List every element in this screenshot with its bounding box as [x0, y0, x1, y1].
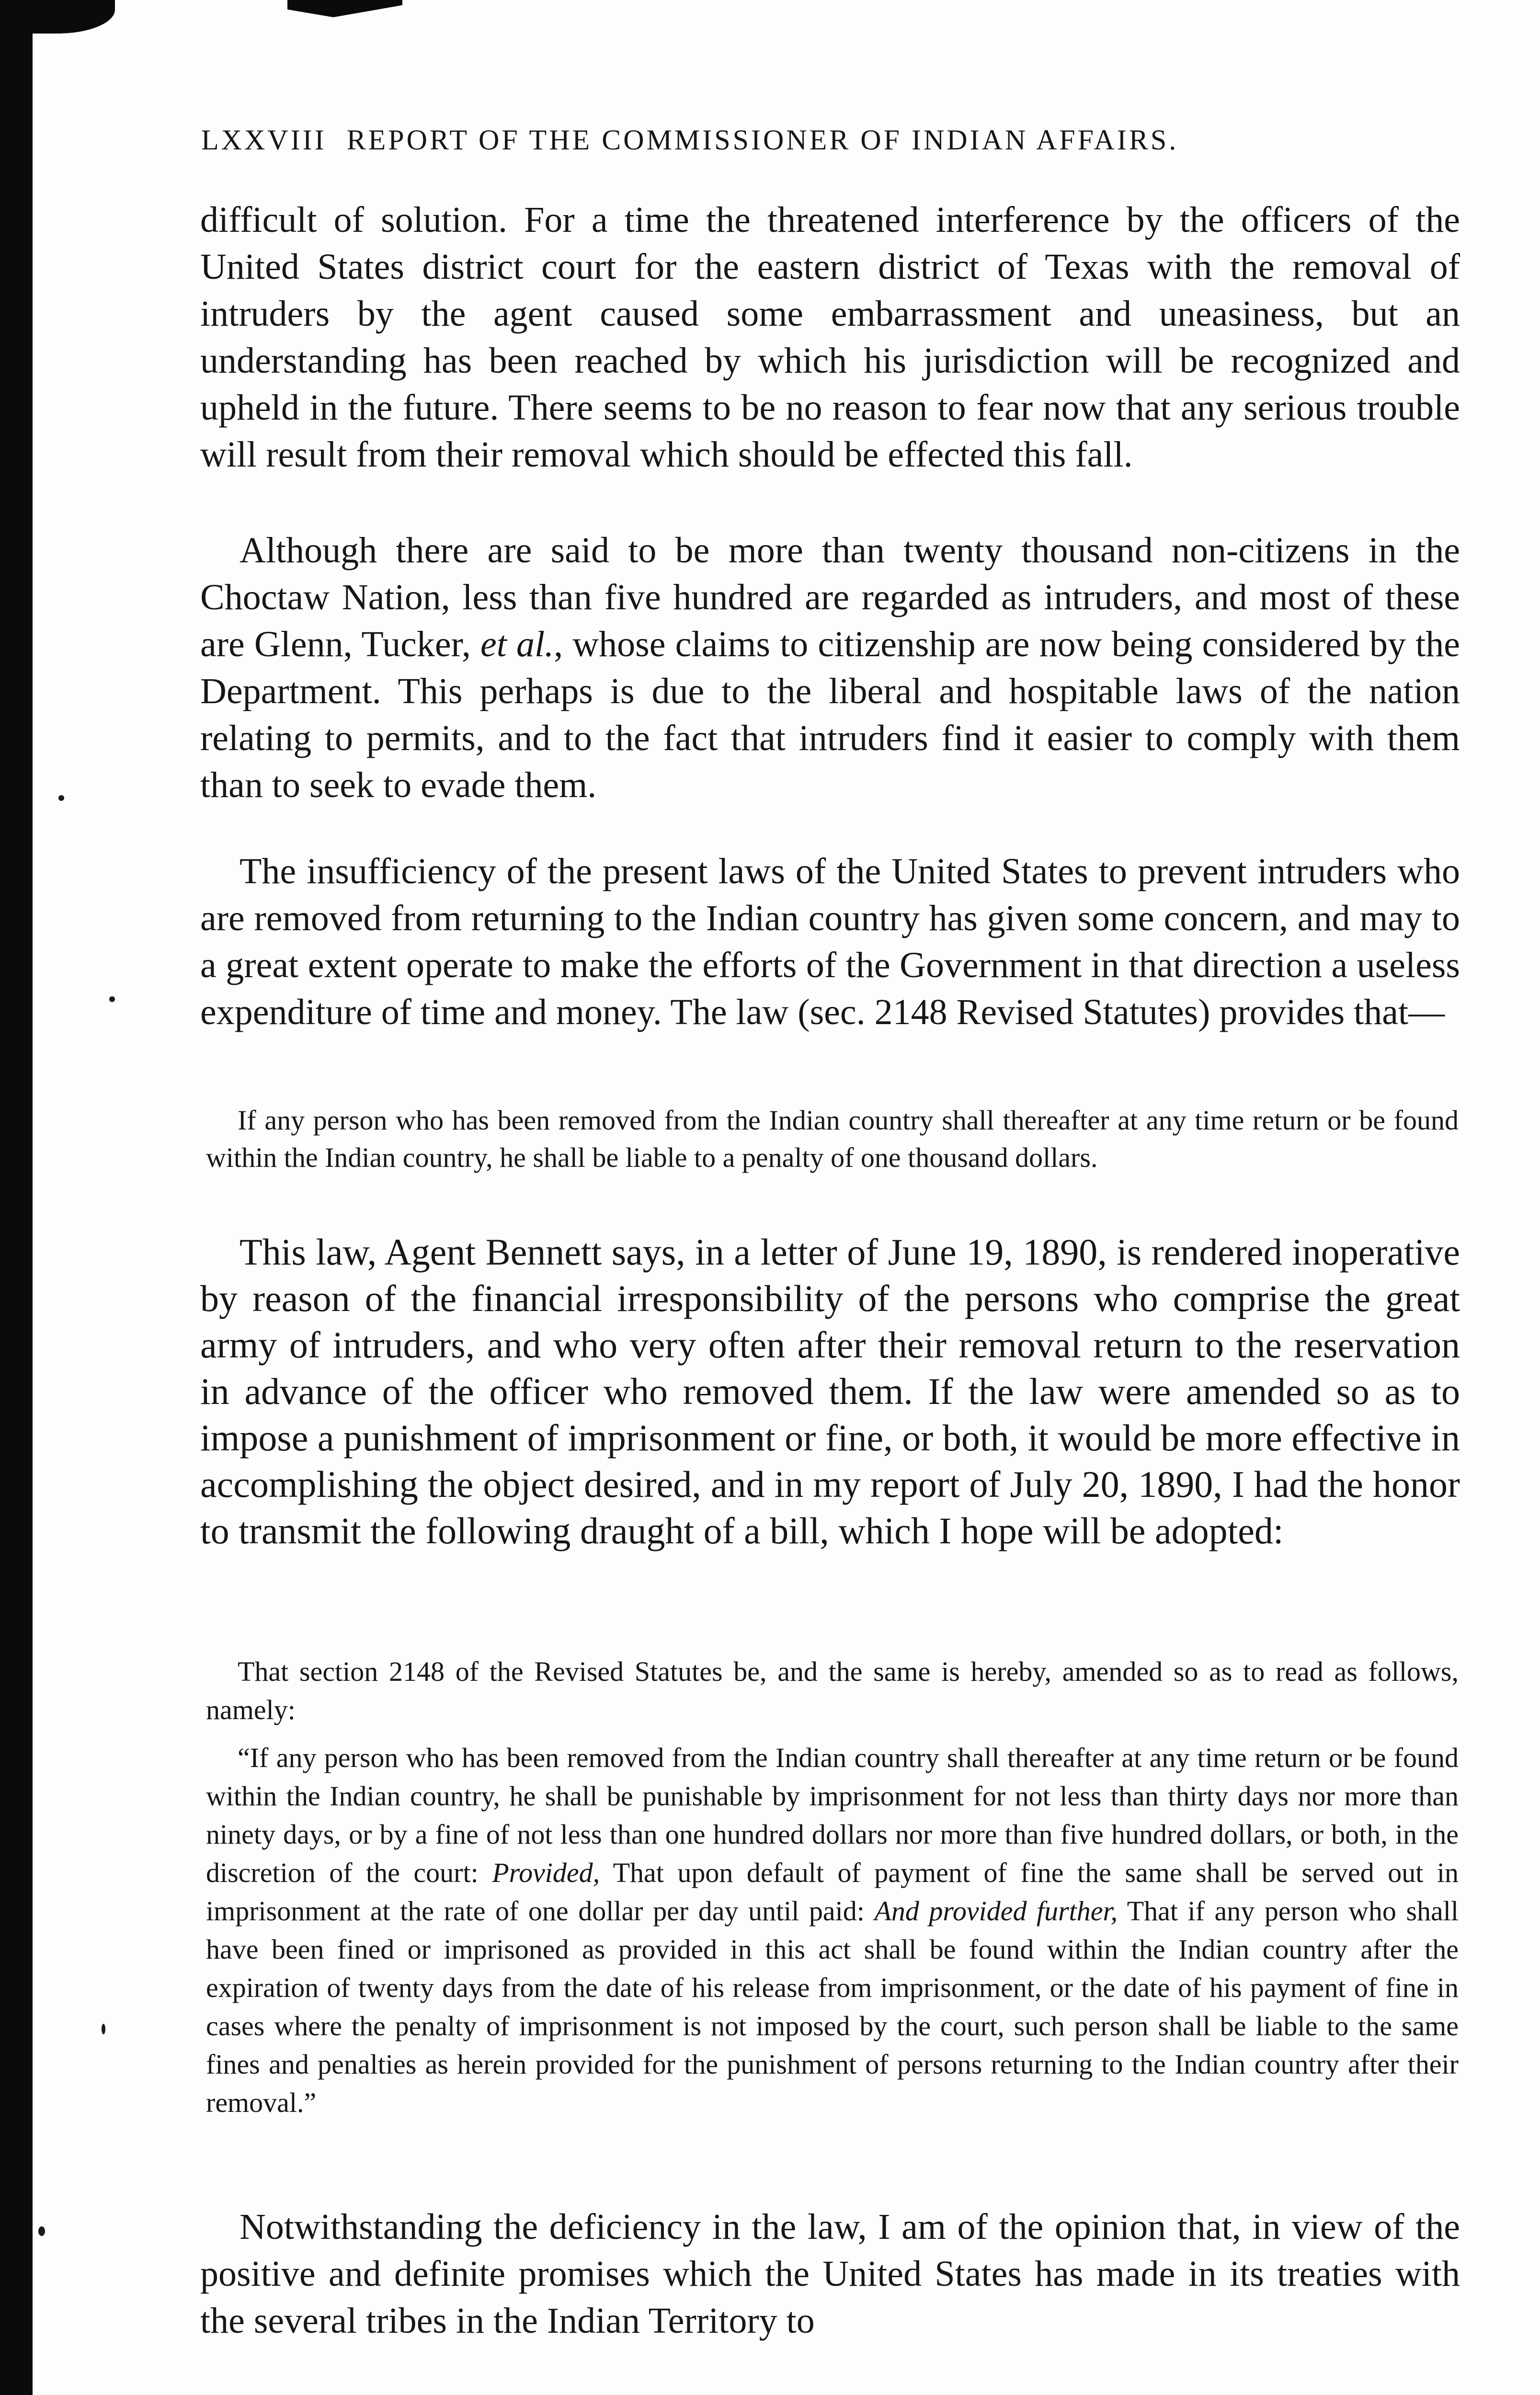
page-folio: LXXVIII [201, 124, 327, 156]
scan-speck [58, 795, 64, 801]
bill-text-part: That if any person who shall have been fined or imprisoned as provided in this act shall be found within the Indian country after the expiration of twenty days from the date of his release from imprisonment, or the date of his payment of fine in cases where the penalty of imprisonment is not imposed by the court, such person shall be liable to the same fines and penalties as herein provided for the punishment of persons returning to the Indian country after their removal.” [206, 1895, 1459, 2118]
bill-text [206, 1739, 1459, 2122]
page-header-title: REPORT OF THE COMMISSIONER OF INDIAN AFFAIRS. [346, 124, 1179, 156]
paragraph-text: Although there are said to be more than twenty thousand non-citizens in the Choctaw Nation, less than five hundred are regarded as intruders, and most of these are Glenn, Tucker, [200, 530, 1460, 664]
scan-border-left [0, 0, 33, 2395]
scan-notch-mark [287, 0, 402, 17]
paragraph-text: , whose claims to citizenship are now being considered by the Department. This perhaps is due to the liberal and hospitable laws of the nation relating to permits, and to the fact that intruders find it easier to comply with them than to seek to evade them. [200, 624, 1460, 805]
paragraph-agent-bennett: This law, Agent Bennett says, in a letter of June 19, 1890, is rendered inoperative by reason of the financial irresponsibility of the persons who comprise the great army of intruders, and who very often after their removal return to the reservation in advance of the officer who removed them. If the law were amended so as to impose a punishment of imprisonment or fine, or both, it would be more effective in accomplishing the object desired, and in my report of July 20, 1890, I had the honor to transmit the following draught of a bill, which I hope will be adopted: [200, 1231, 1460, 1551]
paragraph-notwithstanding: Notwithstanding the deficiency in the law, I am of the opinion that, in view of the positive and definite promises which the United States has made in its treaties with the several tribes in the Indian Territory to [200, 2207, 1460, 2341]
paragraph-insufficient-laws: The insufficiency of the present laws of the United States to prevent intruders who are removed from returning to the Indian country has given some concern, and may to a great extent operate to make the efforts of the Government in that direction a useless expenditure of time and money. The law (sec. 2148 Revised Statutes) provides that— [200, 851, 1460, 1032]
paragraph-continuation: difficult of solution. For a time the threatened interference by the officers of the United States district court for the eastern district of Texas with the removal of intruders by the agent caused some embarrassment and uneasiness, but an understanding has been reached by which his jurisdiction will be recognized and upheld in the future. There seems to be no reason to fear now that any serious trouble will result from their removal which should be effected this fall. [200, 200, 1460, 475]
scan-speck [102, 2024, 105, 2034]
bill-text-part: “If any person who has been removed from the Indian country shall thereafter at any time return or be found within the Indian country, he shall be punishable by imprisonment for not less than thirty days nor more than ninety days, or by a fine of not less than one hundred dollars nor more than five hundred dollars, or both, in the discretion of the court: [206, 1742, 1459, 1888]
bill-preamble: That section 2148 of the Revised Statutes be, and the same is hereby, amended so as to read as follows, namely: [206, 1656, 1459, 1725]
running-head [201, 124, 1456, 157]
scan-corner-mark [29, 0, 115, 34]
statute-quote: If any person who has been removed from the Indian country shall thereafter at any time return or be found within the Indian country, he shall be liable to a penalty of one thousand dollars. [206, 1105, 1459, 1173]
paragraph-choctaw-intruders [200, 527, 1460, 809]
scan-speck [38, 2226, 45, 2236]
italic-text: et al. [480, 624, 554, 664]
scan-speck [109, 996, 115, 1002]
bill-text-part: That upon default of payment of fine the same shall be served out in imprisonment at the rate of one dollar per day until paid: [206, 1857, 1459, 1927]
italic-text: And provided further, [874, 1895, 1118, 1927]
italic-text: Provided, [492, 1857, 600, 1888]
